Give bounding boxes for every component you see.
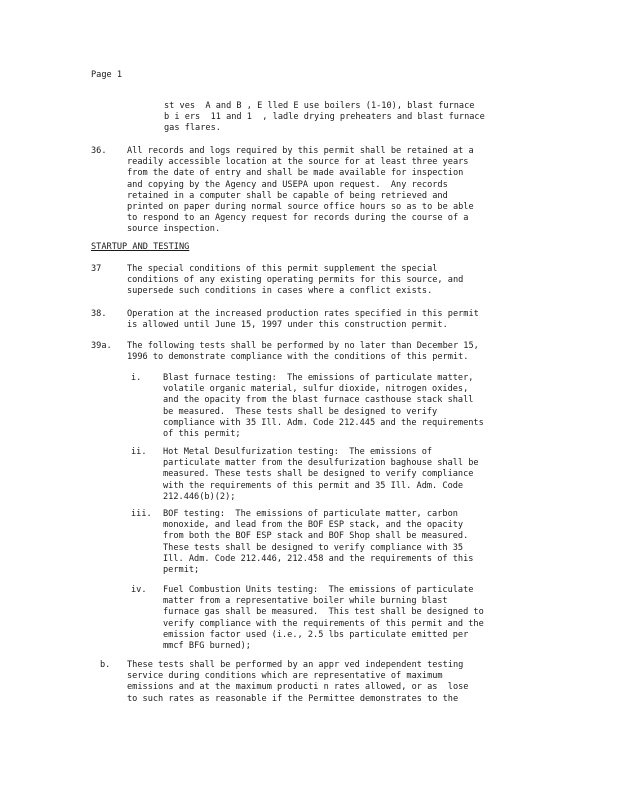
text-line: matter from a representative boiler while burning blast xyxy=(163,596,448,607)
text-line: compliance with 35 Ill. Adm. Code 212.445 and the requirements xyxy=(163,417,484,428)
text-line: supersede such conditions in cases where a conflict exists. xyxy=(127,286,433,297)
condition-37-number: 37 xyxy=(91,264,102,274)
text-line: These tests shall be designed to verify compliance with 35 xyxy=(163,542,464,553)
condition-b-number: b. xyxy=(100,660,111,670)
text-line: retained in a computer shall be capable of being retrieved and xyxy=(127,190,448,201)
subitem-iv-text xyxy=(163,585,484,652)
text-line: service during conditions which are representative of maximum xyxy=(127,671,443,682)
text-line: All records and logs required by this permit shall be retained at a xyxy=(127,146,474,156)
text-line: st ves A and B , E lled E use boilers (1-10), blast furnace xyxy=(164,101,475,111)
text-line: readily accessible location at the source for at least three years xyxy=(127,157,469,168)
text-line: The following tests shall be performed by no later than December 15, xyxy=(127,341,479,351)
condition-39a-number: 39a. xyxy=(91,341,112,351)
text-line: These tests shall be performed by an appr ved independent testing xyxy=(127,660,464,670)
text-line: Fuel Combustion Units testing: The emissions of particulate xyxy=(163,585,474,595)
text-line: BOF testing: The emissions of particulate matter, carbon xyxy=(163,509,458,519)
text-line: printed on paper during normal source office hours so as to be able xyxy=(127,202,474,213)
text-line: with the requirements of this permit and 35 Ill. Adm. Code xyxy=(163,480,464,491)
text-line: Hot Metal Desulfurization testing: The emissions of xyxy=(163,447,433,457)
page-label: Page 1 xyxy=(91,70,123,80)
text-line: b i ers 11 and 1 , ladle drying preheaters and blast furnace xyxy=(164,112,485,123)
subitem-ii-text xyxy=(163,447,479,503)
condition-36-number: 36. xyxy=(91,146,107,156)
text-line: to respond to an Agency request for records during the course of a xyxy=(127,213,469,224)
subitem-iv-number: iv. xyxy=(131,585,147,595)
text-line: verify compliance with the requirements of this permit and the xyxy=(163,618,484,629)
text-line: to such rates as reasonable if the Permittee demonstrates to the xyxy=(127,693,459,704)
text-line: monoxide, and lead from the BOF ESP stack, and the opacity xyxy=(163,520,464,531)
text-line: gas flares. xyxy=(164,123,221,134)
text-line: emission factor used (i.e., 2.5 lbs particulate emitted per xyxy=(163,629,469,640)
subitem-ii-number: ii. xyxy=(131,447,147,457)
text-line: 212.446(b)(2); xyxy=(163,491,236,502)
text-line: and copying by the Agency and USEPA upon request. Any records xyxy=(127,179,448,190)
text-line: is allowed until June 15, 1997 under this construction permit. xyxy=(127,320,448,331)
text-line: particulate matter from the desulfurization baghouse shall be xyxy=(163,458,479,469)
condition-37-text xyxy=(127,264,463,298)
text-line: Ill. Adm. Code 212.446, 212.458 and the requirements of this xyxy=(163,553,474,564)
subitem-i-text xyxy=(163,373,484,440)
text-line: conditions of any existing operating permits for this source, and xyxy=(127,275,464,286)
text-line: The special conditions of this permit supplement the special xyxy=(127,264,438,274)
text-line: volatile organic material, sulfur dioxide, nitrogen oxides, xyxy=(163,384,469,395)
continued-text xyxy=(164,101,485,135)
subitem-iii-text xyxy=(163,509,473,576)
text-line: Operation at the increased production rates specified in this permit xyxy=(127,309,479,319)
text-line: mmcf BFG burned); xyxy=(163,641,251,652)
condition-b-text xyxy=(127,660,468,705)
text-line: furnace gas shall be measured. This test shall be designed to xyxy=(163,607,484,618)
condition-38-number: 38. xyxy=(91,309,107,319)
text-line: and the opacity from the blast furnace casthouse stack shall xyxy=(163,395,474,406)
text-line: measured. These tests shall be designed to verify compliance xyxy=(163,469,474,480)
subitem-iii-number: iii. xyxy=(131,509,152,519)
text-line: from both the BOF ESP stack and BOF Shop shall be measured. xyxy=(163,531,469,542)
subitem-i-number: i. xyxy=(131,373,142,383)
text-line: emissions and at the maximum producti n rates allowed, or as lose xyxy=(127,682,469,693)
text-line: from the date of entry and shall be made available for inspection xyxy=(127,168,464,179)
section-heading: STARTUP AND TESTING xyxy=(91,242,190,252)
text-line: be measured. These tests shall be designed to verify xyxy=(163,406,438,417)
text-line: permit; xyxy=(163,565,200,576)
text-line: 1996 to demonstrate compliance with the conditions of this permit. xyxy=(127,352,469,363)
condition-36-text xyxy=(127,146,474,236)
condition-39a-text xyxy=(127,341,479,363)
condition-38-text xyxy=(127,309,479,331)
text-line: source inspection. xyxy=(127,224,221,235)
text-line: Blast furnace testing: The emissions of particulate matter, xyxy=(163,373,474,383)
text-line: of this permit; xyxy=(163,429,241,440)
